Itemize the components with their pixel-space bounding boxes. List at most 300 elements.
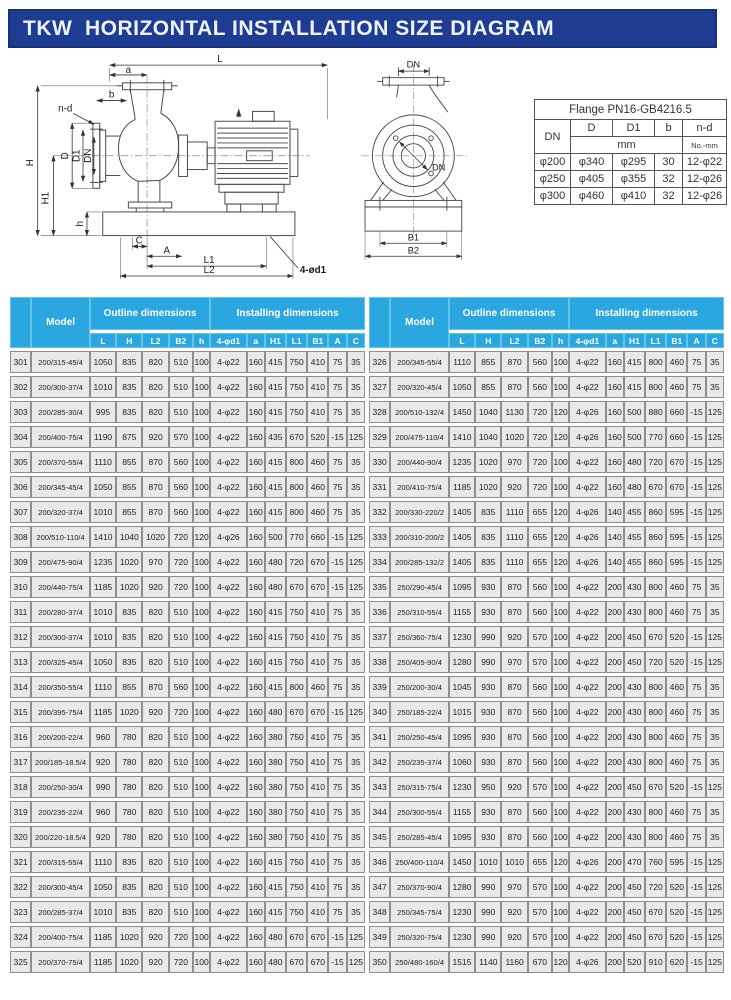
dimension-cell: 620 (666, 951, 687, 973)
dimension-cell: 100 (552, 726, 569, 748)
table-row (10, 351, 365, 373)
dimension-cell: 415 (265, 651, 286, 673)
table-row (10, 801, 365, 823)
dimension-cell: 1040 (116, 526, 142, 548)
table-row (369, 351, 724, 373)
dimension-cell: 415 (265, 901, 286, 923)
dimension-cell: 4-φ22 (569, 751, 605, 773)
dimension-cell: 415 (265, 401, 286, 423)
dim-label-a: a (125, 64, 132, 76)
dimension-cell: 570 (528, 926, 552, 948)
dimension-cell: 960 (90, 801, 116, 823)
dimension-cell: 1020 (142, 526, 168, 548)
dimension-cell: 35 (706, 576, 724, 598)
dimension-cell: 835 (116, 876, 142, 898)
dimension-cell: 200 (606, 626, 624, 648)
dimension-cell: 990 (475, 901, 501, 923)
dimension-cell: 510 (169, 901, 193, 923)
dimension-cell: 450 (624, 926, 645, 948)
dimension-cell: 75 (328, 351, 346, 373)
dimension-cell: 750 (286, 651, 307, 673)
dimension-cell: 160 (247, 951, 265, 973)
dimension-cell: 35 (347, 376, 365, 398)
dimension-cell: 430 (624, 826, 645, 848)
flange-col-d1: D1 (613, 120, 655, 137)
row-number-cell: 332 (369, 501, 390, 523)
model-cell: 250/200-30/4 (390, 676, 449, 698)
dimension-cell: 655 (528, 551, 552, 573)
dimension-cell: 415 (624, 376, 645, 398)
dimension-cell: 450 (624, 626, 645, 648)
dimension-cell: 100 (552, 751, 569, 773)
dimension-cell: 990 (475, 876, 501, 898)
dimension-cell: 160 (247, 526, 265, 548)
row-number-cell: 307 (10, 501, 31, 523)
dimension-cell: 860 (645, 526, 666, 548)
dimension-cell: -15 (328, 701, 346, 723)
dimension-cell: 100 (193, 801, 210, 823)
dimension-cell: 800 (645, 826, 666, 848)
dimension-cell: 920 (142, 426, 168, 448)
dimension-cell: 410 (307, 901, 328, 923)
model-cell: 200/200-22/4 (31, 726, 90, 748)
model-cell: 250/315-75/4 (390, 776, 449, 798)
dimension-cell: 75 (328, 826, 346, 848)
dimension-cell: 160 (606, 376, 624, 398)
model-cell: 250/250-45/4 (390, 726, 449, 748)
dimension-cell: 125 (706, 626, 724, 648)
model-cell: 250/405-90/4 (390, 651, 449, 673)
column-header: L2 (501, 333, 527, 348)
dimension-cell: 520 (666, 926, 687, 948)
row-number-cell: 333 (369, 526, 390, 548)
dimension-cell: 160 (247, 776, 265, 798)
dimension-cell: 1010 (90, 601, 116, 623)
dimension-cell: 870 (501, 701, 527, 723)
flange-cell: 12-φ26 (683, 171, 727, 188)
dimension-cell: 35 (347, 901, 365, 923)
dimension-cell: 455 (624, 501, 645, 523)
model-cell: 200/330-220/2 (390, 501, 449, 523)
dimension-cell: 4-φ22 (210, 601, 246, 623)
dimension-cell: 800 (645, 576, 666, 598)
table-row (10, 701, 365, 723)
dimension-cell: 560 (169, 501, 193, 523)
dimension-cell: 670 (286, 951, 307, 973)
flange-row (535, 154, 727, 171)
dimension-cell: 800 (645, 751, 666, 773)
row-number-cell: 331 (369, 476, 390, 498)
dimension-cell: 100 (193, 901, 210, 923)
flange-col-d: D (571, 120, 613, 137)
outline-dimensions-header: Outline dimensions (449, 297, 569, 330)
dimension-cell: 920 (142, 576, 168, 598)
row-number-cell: 314 (10, 676, 31, 698)
flange-row (535, 171, 727, 188)
dimension-cell: 120 (552, 401, 569, 423)
dimension-cell: 160 (247, 851, 265, 873)
dimension-cell: 4-φ22 (569, 926, 605, 948)
dimension-cell: 750 (286, 826, 307, 848)
table-row (10, 426, 365, 448)
dimension-cell: 100 (552, 826, 569, 848)
dimension-cell: 4-φ22 (569, 776, 605, 798)
dimension-cell: 4-φ26 (569, 551, 605, 573)
dimension-cell: 460 (307, 451, 328, 473)
dim-label-DN: DN (82, 148, 94, 163)
dimension-cell: 820 (142, 351, 168, 373)
dimension-cell: 510 (169, 351, 193, 373)
dimension-cell: 560 (528, 601, 552, 623)
dimension-cell: 200 (606, 951, 624, 973)
dimension-cell: 870 (501, 376, 527, 398)
dimension-cell: 125 (347, 426, 365, 448)
row-number-cell: 330 (369, 451, 390, 473)
dimension-cell: 1155 (449, 601, 475, 623)
dimension-cell: 560 (528, 576, 552, 598)
dimension-cell: 430 (624, 801, 645, 823)
dimension-cell: 4-φ22 (210, 901, 246, 923)
dimension-cell: 670 (286, 426, 307, 448)
dimension-cell: 1185 (90, 926, 116, 948)
dimension-cell: 380 (265, 726, 286, 748)
dimension-cell: 75 (328, 751, 346, 773)
dimension-cell: 4-φ22 (210, 701, 246, 723)
flange-spec-table (534, 99, 726, 205)
dimension-cell: -15 (687, 426, 705, 448)
dimension-cell: 75 (328, 651, 346, 673)
dimension-cell: 870 (501, 351, 527, 373)
table-row (369, 876, 724, 898)
dimension-cell: 720 (645, 451, 666, 473)
dimension-cell: 930 (475, 726, 501, 748)
dimension-cell: 1185 (90, 701, 116, 723)
dimension-cell: 990 (475, 626, 501, 648)
dimension-cell: 100 (193, 776, 210, 798)
column-header: 4-φd1 (210, 333, 246, 348)
dimension-cell: 200 (606, 676, 624, 698)
dimension-cell: 670 (286, 701, 307, 723)
dimension-cell: -15 (687, 951, 705, 973)
model-cell: 200/320-45/4 (390, 376, 449, 398)
dimension-cell: 35 (347, 501, 365, 523)
dimension-cell: 4-φ22 (210, 801, 246, 823)
dimension-cell: 100 (552, 576, 569, 598)
row-number-cell: 319 (10, 801, 31, 823)
dimension-cell: 160 (247, 401, 265, 423)
table-row (10, 876, 365, 898)
dimension-cell: 750 (286, 801, 307, 823)
dimension-cell: 100 (193, 576, 210, 598)
row-number-cell: 311 (10, 601, 31, 623)
column-header: L1 (645, 333, 666, 348)
dimension-cell: 800 (645, 376, 666, 398)
table-row (369, 526, 724, 548)
dimension-cell: 480 (265, 551, 286, 573)
table-row (10, 626, 365, 648)
dimension-cell: 720 (169, 526, 193, 548)
dimension-cell: 750 (286, 401, 307, 423)
table-row (369, 801, 724, 823)
dimension-cell: 920 (501, 901, 527, 923)
dimension-cell: 410 (307, 626, 328, 648)
dimension-cell: 200 (606, 801, 624, 823)
dimension-cell: 920 (90, 826, 116, 848)
dimension-cell: 4-φ22 (569, 451, 605, 473)
dimension-cell: 920 (501, 476, 527, 498)
dimension-cell: 100 (552, 901, 569, 923)
dimension-cell: 125 (347, 526, 365, 548)
column-header: 4-φd1 (569, 333, 605, 348)
dimension-cell: 720 (528, 451, 552, 473)
dimension-cell: 560 (528, 801, 552, 823)
dimension-cell: 35 (347, 651, 365, 673)
pump-front-view-drawing (352, 52, 538, 294)
dimension-cell: 430 (624, 701, 645, 723)
dimension-cell: 660 (307, 526, 328, 548)
dimension-cell: 820 (142, 601, 168, 623)
dimension-cell: 910 (645, 951, 666, 973)
model-cell: 200/315-55/4 (31, 851, 90, 873)
dimension-cell: 460 (666, 726, 687, 748)
dimension-cell: 800 (286, 501, 307, 523)
table-row (369, 826, 724, 848)
dimension-cell: 1010 (90, 626, 116, 648)
dimension-cell: 1140 (475, 951, 501, 973)
dimension-cell: 100 (552, 601, 569, 623)
dimension-cell: 415 (265, 676, 286, 698)
dimension-cell: 200 (606, 776, 624, 798)
flange-cell: 12-φ26 (683, 188, 727, 205)
dimension-cell: 570 (169, 426, 193, 448)
dimension-cell: 800 (645, 676, 666, 698)
installing-dimensions-header: Installing dimensions (569, 297, 724, 330)
dimension-cell: 4-φ22 (569, 476, 605, 498)
dimension-cell: 480 (624, 451, 645, 473)
model-cell: 200/395-75/4 (31, 701, 90, 723)
dimension-cell: 160 (247, 901, 265, 923)
dimension-cell: 160 (247, 726, 265, 748)
dimension-cell: 670 (645, 901, 666, 923)
column-header: L (90, 333, 116, 348)
dimension-cell: 120 (552, 526, 569, 548)
dimension-cell: 460 (666, 701, 687, 723)
dimension-cell: 160 (247, 576, 265, 598)
dimension-cell: 4-φ26 (210, 526, 246, 548)
row-number-cell: 305 (10, 451, 31, 473)
model-cell: 200/300-37/4 (31, 376, 90, 398)
dimension-cell: 125 (706, 901, 724, 923)
dimension-cell: 970 (501, 876, 527, 898)
dimension-cell: 820 (142, 826, 168, 848)
dimension-cell: 35 (347, 726, 365, 748)
model-cell: 250/290-45/4 (390, 576, 449, 598)
flange-unit-no-mm: No.-mm (683, 137, 727, 154)
row-number-cell: 337 (369, 626, 390, 648)
table-row (10, 651, 365, 673)
dimension-cell: 860 (645, 501, 666, 523)
dimension-cell: 75 (328, 626, 346, 648)
row-number-cell: 315 (10, 701, 31, 723)
dimension-cell: 140 (606, 501, 624, 523)
dimension-cell: 880 (645, 401, 666, 423)
dimension-cell: 460 (307, 676, 328, 698)
dimension-cell: 460 (666, 826, 687, 848)
dimension-cell: 780 (116, 826, 142, 848)
dimension-cell: 160 (606, 451, 624, 473)
dimension-cell: 415 (265, 601, 286, 623)
dimension-cell: 100 (193, 376, 210, 398)
dimension-cell: 160 (606, 351, 624, 373)
table-row (10, 926, 365, 948)
dimension-cell: 125 (706, 951, 724, 973)
row-number-cell: 316 (10, 726, 31, 748)
dimension-cell: 35 (706, 751, 724, 773)
dimension-cell: 760 (645, 851, 666, 873)
dimension-cell: 1110 (90, 451, 116, 473)
dimension-cell: 990 (475, 926, 501, 948)
dimension-cell: 520 (624, 951, 645, 973)
table-row (369, 926, 724, 948)
dimension-cell: 125 (706, 776, 724, 798)
dimension-cell: 100 (193, 726, 210, 748)
dimension-cell: 750 (286, 376, 307, 398)
dimension-cell: 560 (528, 826, 552, 848)
dimension-cell: 855 (116, 676, 142, 698)
column-header: h (193, 333, 210, 348)
dimension-cell: 1050 (449, 376, 475, 398)
dimension-cell: 100 (552, 701, 569, 723)
dimension-cell: 410 (307, 601, 328, 623)
dimension-cell: 100 (193, 851, 210, 873)
dimension-cell: 125 (706, 501, 724, 523)
dimension-cell: 4-φ22 (569, 676, 605, 698)
dimension-cell: -15 (687, 901, 705, 923)
dimension-cell: 670 (528, 951, 552, 973)
dimension-cell: 1050 (90, 876, 116, 898)
dimension-cell: 35 (706, 726, 724, 748)
dimension-cell: 920 (142, 926, 168, 948)
table-row (10, 901, 365, 923)
dimension-cell: 820 (142, 751, 168, 773)
flange-col-dn: DN (535, 120, 571, 154)
column-header: B2 (528, 333, 552, 348)
table-row (10, 476, 365, 498)
dimension-cell: 1410 (449, 426, 475, 448)
dimension-cell: 560 (528, 676, 552, 698)
row-number-cell: 335 (369, 576, 390, 598)
table-row (10, 676, 365, 698)
dimension-cell: 870 (142, 676, 168, 698)
dimension-cell: 100 (193, 751, 210, 773)
dimension-cell: 460 (666, 351, 687, 373)
dimension-cell: 950 (475, 776, 501, 798)
dimension-cell: 835 (116, 626, 142, 648)
dimension-cell: 450 (624, 776, 645, 798)
row-number-cell: 334 (369, 551, 390, 573)
dimension-cell: 200 (606, 651, 624, 673)
dimension-cell: 160 (247, 676, 265, 698)
dimension-cell: 160 (247, 376, 265, 398)
model-cell: 250/360-75/4 (390, 626, 449, 648)
dimension-cell: 35 (347, 626, 365, 648)
dimension-cell: 4-φ22 (569, 801, 605, 823)
dimension-cell: 100 (552, 351, 569, 373)
dimension-cell: 750 (286, 601, 307, 623)
row-number-cell: 342 (369, 751, 390, 773)
dimension-cell: 460 (666, 801, 687, 823)
row-number-cell: 320 (10, 826, 31, 848)
dimension-cell: 800 (645, 801, 666, 823)
dimension-cell: 800 (286, 451, 307, 473)
dim-label-H: H (24, 159, 36, 167)
dimension-cell: 75 (687, 676, 705, 698)
dimension-cell: 835 (116, 651, 142, 673)
dimension-cell: -15 (328, 551, 346, 573)
dimension-cell: 460 (307, 476, 328, 498)
dimension-cell: 835 (475, 526, 501, 548)
dimension-cell: 75 (328, 451, 346, 473)
dimension-cell: 100 (552, 626, 569, 648)
dimension-cell: 380 (265, 776, 286, 798)
dimension-cell: 750 (286, 876, 307, 898)
dimension-cell: 835 (116, 851, 142, 873)
dimension-cell: 1450 (449, 851, 475, 873)
dimension-cell: 125 (347, 701, 365, 723)
dimension-cell: 1185 (90, 576, 116, 598)
dimension-cell: 920 (501, 776, 527, 798)
dimension-cell: 4-φ22 (569, 726, 605, 748)
model-cell: 200/285-37/4 (31, 901, 90, 923)
dimension-cell: 160 (247, 451, 265, 473)
dimension-cell: 410 (307, 751, 328, 773)
table-row (369, 776, 724, 798)
dimension-cell: 160 (247, 701, 265, 723)
table-row (369, 426, 724, 448)
dimension-cell: 1050 (90, 351, 116, 373)
dim-label-L1: L1 (203, 255, 215, 267)
model-cell: 200/345-55/4 (390, 351, 449, 373)
dimension-cell: 1110 (501, 501, 527, 523)
dimension-cell: 835 (475, 551, 501, 573)
row-number-cell: 312 (10, 626, 31, 648)
dimension-cell: 125 (706, 526, 724, 548)
dimension-cell: 35 (706, 701, 724, 723)
table-row (369, 501, 724, 523)
column-header: a (606, 333, 624, 348)
dimension-cell: 380 (265, 826, 286, 848)
dimension-cell: 35 (347, 676, 365, 698)
dimension-cell: 4-φ22 (569, 701, 605, 723)
dim-label-DN-top: DN (406, 59, 421, 70)
dimension-cell: -15 (687, 926, 705, 948)
dimension-cell: 410 (307, 826, 328, 848)
dimension-cell: 4-φ22 (569, 576, 605, 598)
dimension-cell: 430 (624, 726, 645, 748)
dimension-cell: 800 (286, 676, 307, 698)
dimension-cell: 125 (706, 926, 724, 948)
table-row (10, 501, 365, 523)
dimension-cell: 510 (169, 776, 193, 798)
dimension-cell: 415 (265, 451, 286, 473)
dimension-cell: 820 (142, 901, 168, 923)
dimension-cell: 455 (624, 526, 645, 548)
dimension-cell: 595 (666, 526, 687, 548)
dimension-cell: 35 (347, 451, 365, 473)
table-row (10, 751, 365, 773)
dimension-cell: 930 (475, 751, 501, 773)
dimension-cell: 100 (193, 601, 210, 623)
